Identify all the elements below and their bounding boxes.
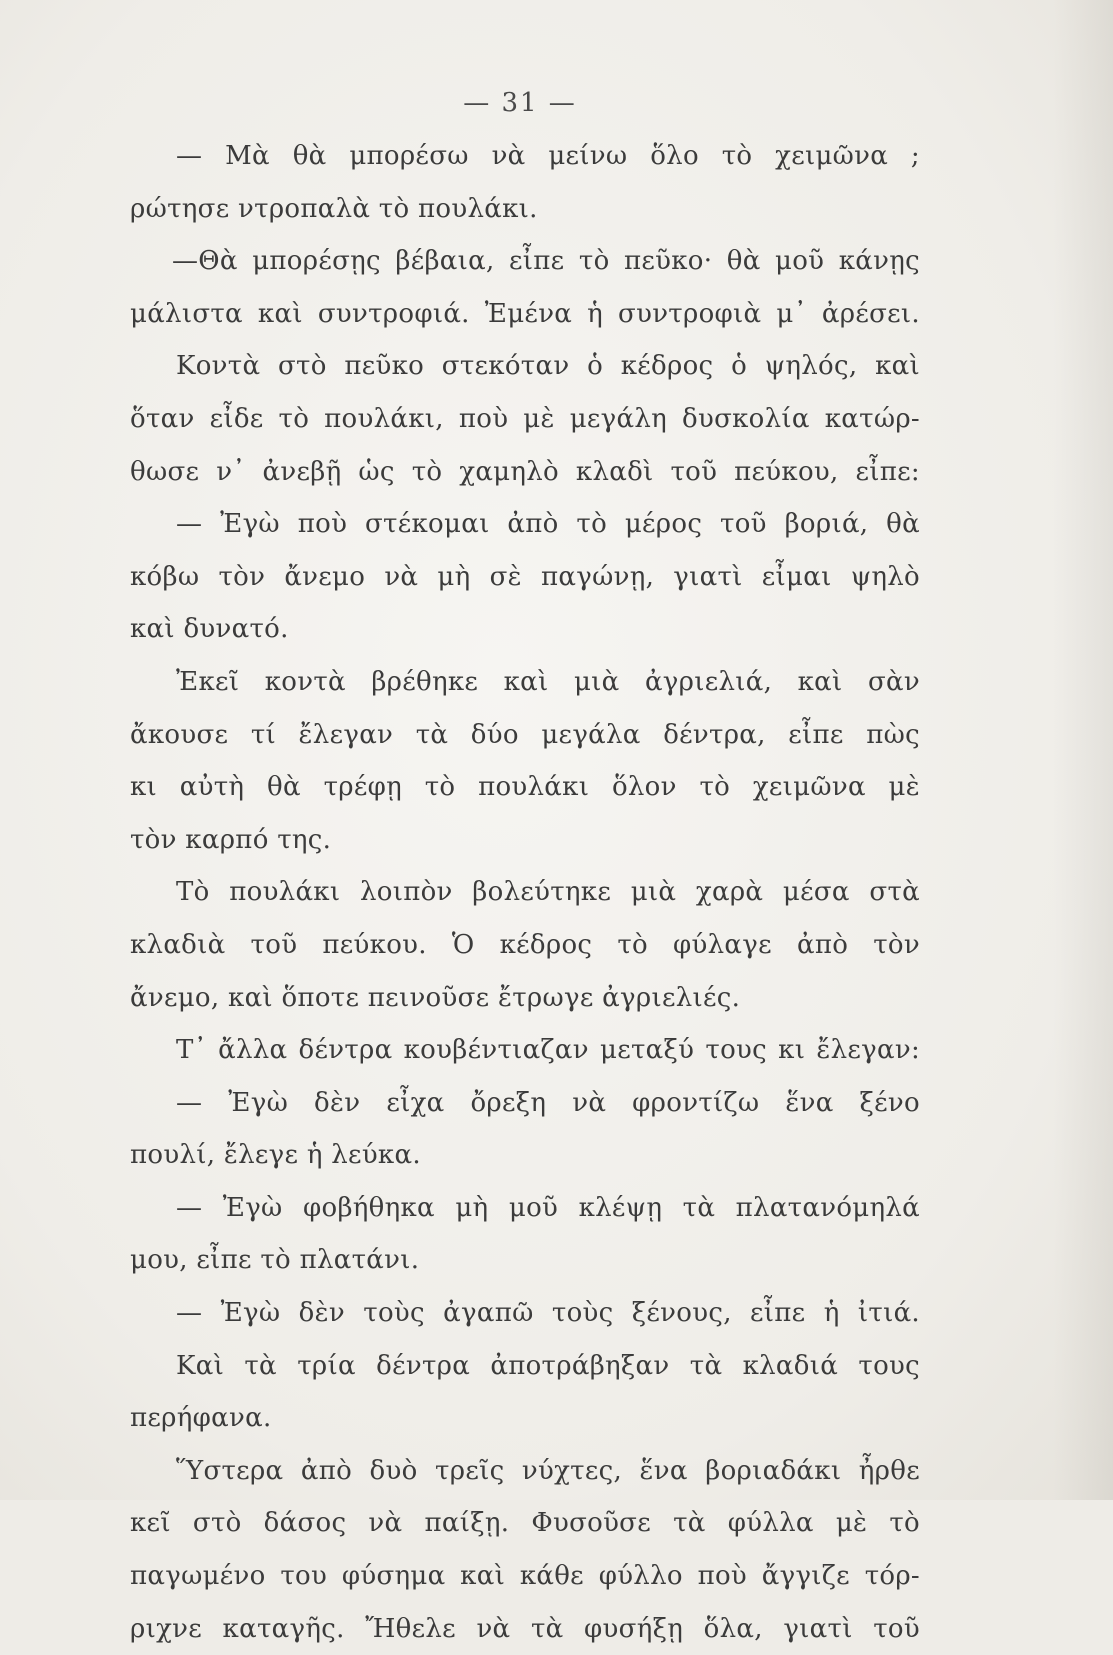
text-line: Τὸ πουλάκι λοιπὸν βολεύτηκε μιὰ χαρὰ μέσα στὰ	[176, 877, 920, 908]
text-line: κλαδιὰ τοῦ πεύκου. Ὁ κέδρος τὸ φύλαγε ἀπὸ τὸν	[130, 929, 920, 960]
text-line: καὶ δυνατό.	[130, 614, 289, 645]
text-line: θωσε ν᾽ ἀνεβῇ ὡς τὸ χαμηλὸ κλαδὶ τοῦ πεύκου, εἶπε:	[130, 456, 920, 487]
text-line: ριχνε καταγῆς. Ἤθελε νὰ τὰ φυσήξῃ ὅλα, γιατὶ τοῦ	[130, 1613, 920, 1644]
text-line: Ὕστερα ἀπὸ δυὸ τρεῖς νύχτες, ἕνα βοριαδάκι ἦρθε	[176, 1455, 920, 1486]
text-line: — Ἐγὼ φοβήθηκα μὴ μοῦ κλέψῃ τὰ πλατανόμηλά	[176, 1192, 920, 1223]
body-text	[130, 130, 920, 1655]
text-line: Τ᾽ ἄλλα δέντρα κουβέντιαζαν μεταξύ τους κι ἔλεγαν:	[176, 1035, 920, 1066]
text-line: Κοντὰ στὸ πεῦκο στεκόταν ὁ κέδρος ὁ ψηλός, καὶ	[176, 351, 920, 382]
text-line: κεῖ στὸ δάσος νὰ παίξῃ. Φυσοῦσε τὰ φύλλα μὲ τὸ	[130, 1508, 920, 1539]
text-line: μάλιστα καὶ συντροφιά. Ἐμένα ἡ συντροφιὰ μ᾽ ἀρέσει.	[130, 298, 920, 329]
text-line: παγωμένο του φύσημα καὶ κάθε φύλλο ποὺ ἄγγιζε τόρ-	[130, 1561, 920, 1592]
text-line: — Ἐγὼ ποὺ στέκομαι ἀπὸ τὸ μέρος τοῦ βοριά, θὰ	[176, 509, 920, 540]
page-number: — 31 —	[463, 88, 577, 118]
text-line: —Θὰ μπορέσῃς βέβαια, εἶπε τὸ πεῦκο· θὰ μοῦ κάνῃς	[172, 246, 920, 277]
text-line: μου, εἶπε τὸ πλατάνι.	[130, 1245, 420, 1276]
text-line: ὅταν εἶδε τὸ πουλάκι, ποὺ μὲ μεγάλη δυσκολία κατώρ-	[130, 403, 920, 434]
text-line: περήφανα.	[130, 1403, 272, 1434]
text-line: — Μὰ θὰ μπορέσω νὰ μείνω ὅλο τὸ χειμῶνα ;	[176, 141, 920, 171]
page-edge-shadow	[1053, 0, 1113, 1500]
text-line: Καὶ τὰ τρία δέντρα ἀποτράβηξαν τὰ κλαδιά τους	[176, 1350, 920, 1381]
text-line: τὸν καρπό της.	[130, 824, 332, 855]
text-line: Ἐκεῖ κοντὰ βρέθηκε καὶ μιὰ ἀγριελιά, καὶ σὰν	[176, 666, 920, 697]
text-line: — Ἐγὼ δὲν εἶχα ὄρεξη νὰ φροντίζω ἕνα ξένο	[176, 1087, 920, 1118]
text-line: ρώτησε ντροπαλὰ τὸ πουλάκι.	[130, 193, 538, 224]
text-line: πουλί, ἔλεγε ἡ λεύκα.	[130, 1140, 421, 1171]
text-line: ἄκουσε τί ἔλεγαν τὰ δύο μεγάλα δέντρα, εἶπε πὼς	[130, 719, 920, 750]
text-line: ἄνεμο, καὶ ὅποτε πεινοῦσε ἔτρωγε ἀγριελιές.	[130, 982, 741, 1013]
text-line: κι αὐτὴ θὰ τρέφῃ τὸ πουλάκι ὅλον τὸ χειμῶνα μὲ	[130, 772, 920, 803]
text-line: κόβω τὸν ἄνεμο νὰ μὴ σὲ παγώνῃ, γιατὶ εἶμαι ψηλὸ	[130, 561, 920, 592]
text-line: — Ἐγὼ δὲν τοὺς ἀγαπῶ τοὺς ξένους, εἶπε ἡ ἰτιά.	[176, 1298, 920, 1329]
